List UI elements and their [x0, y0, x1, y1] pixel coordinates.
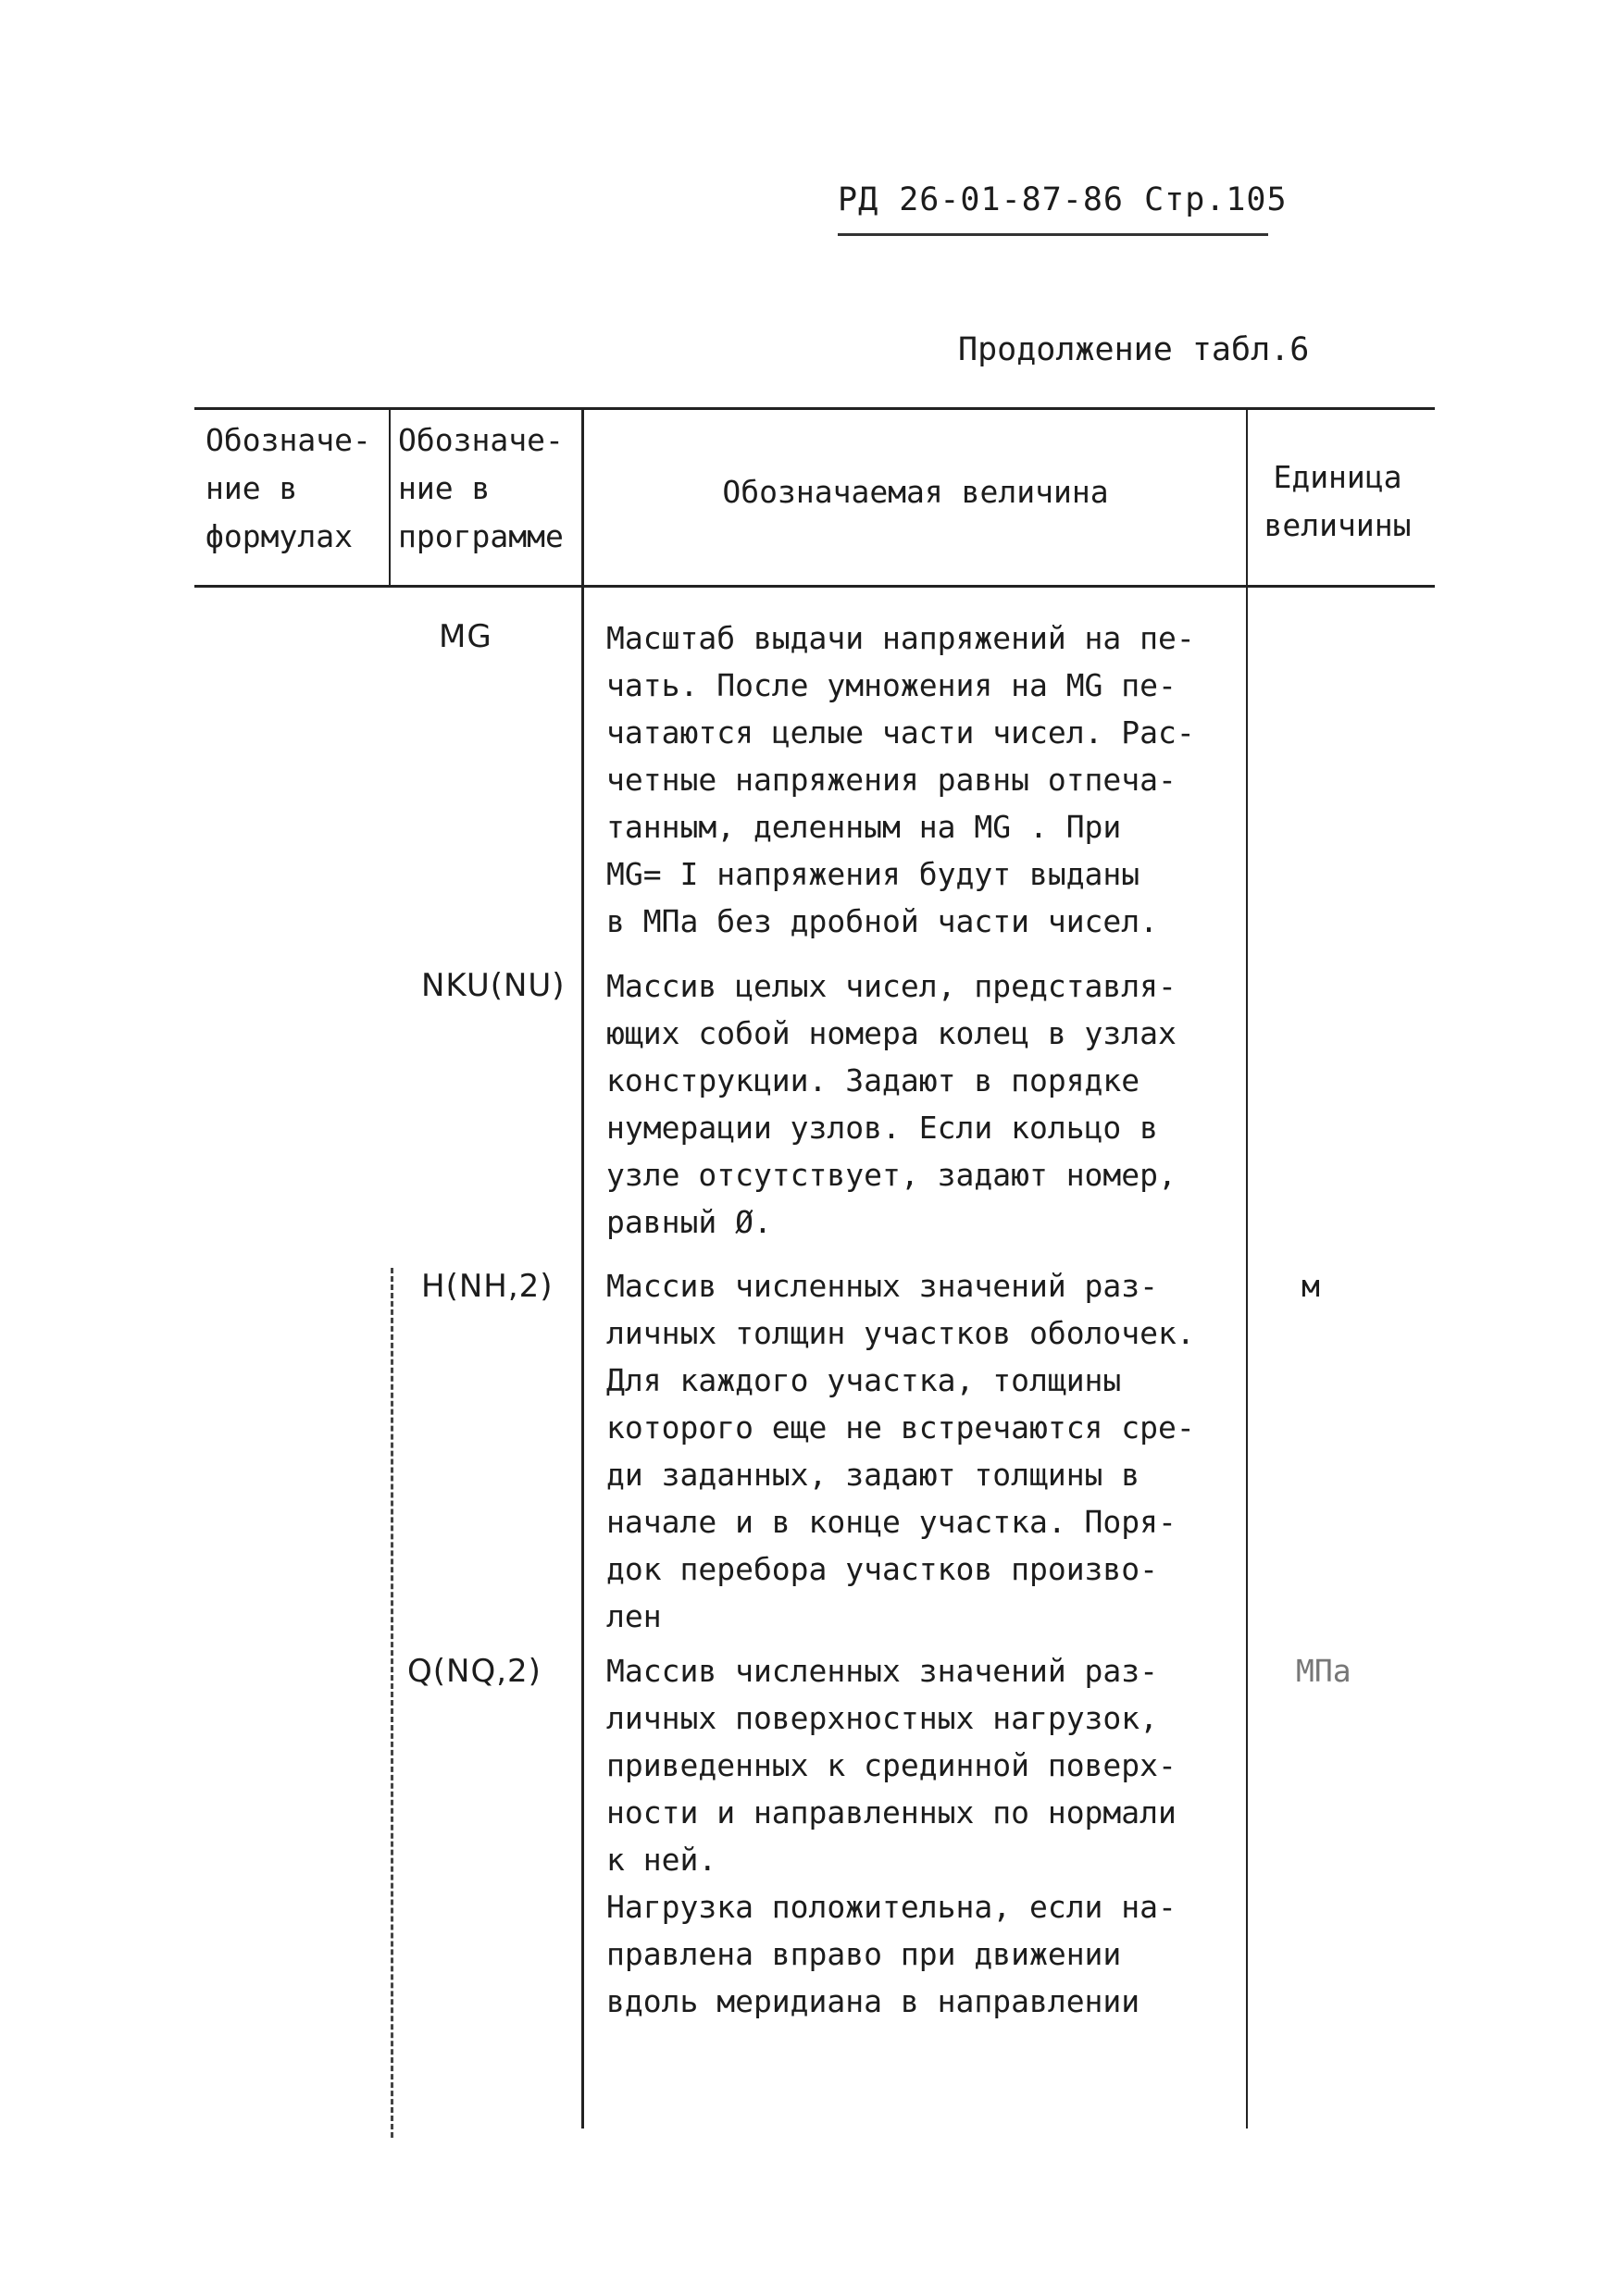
description-q: Массив численных значений раз- личных поверхностных нагрузок, приведенных к срединной поверх- ности и направленных по нормали к ней. Нагрузка положительна, если на- правлена вправо при движении вдоль меридиана в направлении: [606, 1653, 1177, 2019]
header-col-formula-symbol: Обозначе- ние в формулах: [205, 422, 371, 554]
table-header-bottom-rule: [194, 585, 1435, 588]
header-col-quantity: Обозначаемая величина: [722, 474, 1109, 510]
program-symbol-nku: NKU(NU): [421, 967, 566, 1004]
column-divider-1-dashed: [391, 1268, 393, 2138]
header-col-program-symbol: Обозначе- ние в программе: [398, 422, 564, 554]
description-h: Массив численных значений раз- личных толщин участков оболочек. Для каждого участка, толщины которого еще не встречаются сре- ди заданных, задают толщины в начале и в конце участка. Поря- док перебора участков произво- лен: [606, 1268, 1195, 1634]
program-symbol-h: H(NH,2): [421, 1268, 554, 1305]
unit-q: МПа: [1296, 1653, 1351, 1689]
column-divider-2: [581, 407, 584, 2128]
table-top-rule: [194, 407, 1435, 410]
table-continuation-label: Продолжение табл.6: [958, 331, 1310, 368]
unit-h: м: [1301, 1268, 1320, 1304]
column-divider-3: [1246, 407, 1248, 2128]
program-symbol-mg: MG: [439, 618, 492, 655]
column-divider-1: [389, 407, 391, 588]
document-code: РД 26-01-87-86 Стр.105: [838, 181, 1288, 218]
description-nku: Массив целых чисел, представля- ющих собой номера колец в узлах конструкции. Задают в порядке нумерации узлов. Если кольцо в узле отсутствует, задают номер, равный Ø.: [606, 968, 1177, 1240]
header-col-unit: Единица величины: [1264, 459, 1412, 543]
header-underline: [838, 233, 1268, 236]
description-mg: Масштаб выдачи напряжений на пе- чать. После умножения на MG пе- чатаются целые части чисел. Рас- четные напряжения равны отпеча- танным, деленным на MG . При MG= I напряжения будут выданы в МПа без дробной части чисел.: [606, 620, 1195, 939]
program-symbol-q: Q(NQ,2): [407, 1653, 542, 1690]
